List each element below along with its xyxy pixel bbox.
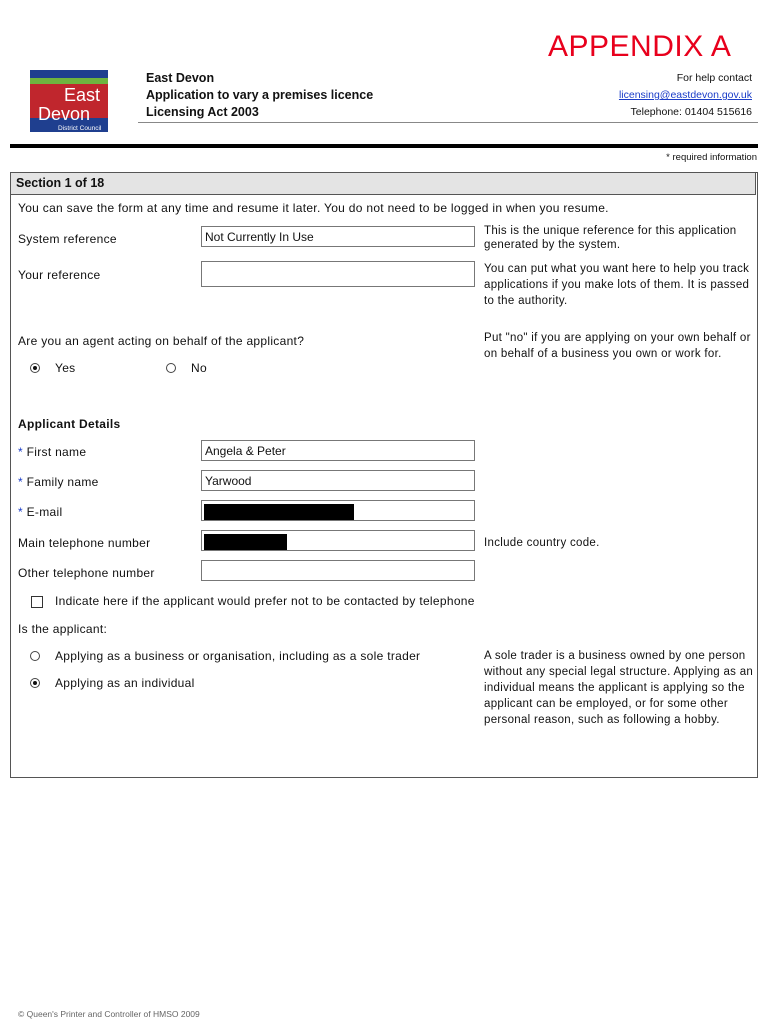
email-field[interactable] <box>201 500 475 521</box>
contact-email-link[interactable]: licensing@eastdevon.gov.uk <box>618 89 752 101</box>
agent-question-label: Are you an agent acting on behalf of the applicant? <box>18 334 305 348</box>
system-reference-label: System reference <box>18 232 117 246</box>
svg-text:Devon: Devon <box>38 104 91 124</box>
main-phone-field[interactable] <box>201 530 475 551</box>
agent-no-label: No <box>191 361 207 375</box>
agent-no-radio[interactable] <box>166 363 176 373</box>
other-phone-field[interactable] <box>201 560 475 581</box>
contact-phone: Telephone: 01404 515616 <box>630 106 752 118</box>
section-intro: You can save the form at any time and resume it later. You do not need to be logged in when you resume. <box>18 201 609 215</box>
section-title: Section 1 of 18 <box>10 172 756 195</box>
your-reference-label: Your reference <box>18 268 101 282</box>
copyright-footer: © Queen's Printer and Controller of HMSO 2009 <box>18 1009 200 1019</box>
agent-question-help: Put "no" if you are applying on your own behalf or on behalf of a business you own or work for. <box>484 332 751 360</box>
redaction-bar <box>204 534 287 550</box>
system-reference-help: This is the unique reference for this application generated by the system. <box>484 225 737 251</box>
header-contact <box>619 70 752 121</box>
applicant-details-heading: Applicant Details <box>18 417 121 431</box>
applicant-type-label: Is the applicant: <box>18 622 108 636</box>
your-reference-field[interactable] <box>201 261 475 287</box>
business-label: Applying as a business or organisation, including as a sole trader <box>55 649 421 663</box>
agent-yes-radio[interactable] <box>30 363 40 373</box>
system-reference-field[interactable]: Not Currently In Use <box>201 226 475 247</box>
header-divider <box>138 122 758 123</box>
required-star: * <box>18 475 23 489</box>
your-reference-help: You can put what you want here to help you track applications if you make lots of them. It is passed to the authority. <box>484 263 750 307</box>
help-contact-label: For help contact <box>676 72 752 84</box>
no-phone-contact-checkbox[interactable] <box>31 596 43 608</box>
svg-text:East: East <box>64 85 101 105</box>
form-title: Application to vary a premises licence <box>146 88 374 102</box>
appendix-label: APPENDIX A <box>548 30 732 63</box>
no-phone-contact-label: Indicate here if the applicant would prefer not to be contacted by telephone <box>55 594 475 608</box>
header-left <box>146 70 373 121</box>
east-devon-logo <box>30 70 108 132</box>
header-rule <box>10 144 758 148</box>
applicant-type-help: A sole trader is a business owned by one person without any special legal structure. Applying as an individual means the applicant is applying so the applicant can be employed, or for some other personal reason, such as following a hobby. <box>484 650 754 726</box>
main-phone-label: Main telephone number <box>18 536 151 550</box>
required-note: * required information <box>666 152 757 163</box>
individual-label: Applying as an individual <box>55 676 195 690</box>
act-name: Licensing Act 2003 <box>146 105 259 119</box>
email-label: * E-mail <box>18 505 63 519</box>
org-name: East Devon <box>146 71 215 85</box>
required-star: * <box>18 505 23 519</box>
family-name-field[interactable]: Yarwood <box>201 470 475 491</box>
agent-yes-label: Yes <box>55 361 76 375</box>
required-star: * <box>18 445 23 459</box>
main-phone-help: Include country code. <box>484 537 600 549</box>
svg-text:District Council: District Council <box>58 125 102 132</box>
first-name-label: * First name <box>18 445 87 459</box>
business-radio[interactable] <box>30 651 40 661</box>
family-name-label: * Family name <box>18 475 99 489</box>
first-name-field[interactable]: Angela & Peter <box>201 440 475 461</box>
individual-radio[interactable] <box>30 678 40 688</box>
redaction-bar <box>204 504 354 520</box>
other-phone-label: Other telephone number <box>18 566 155 580</box>
